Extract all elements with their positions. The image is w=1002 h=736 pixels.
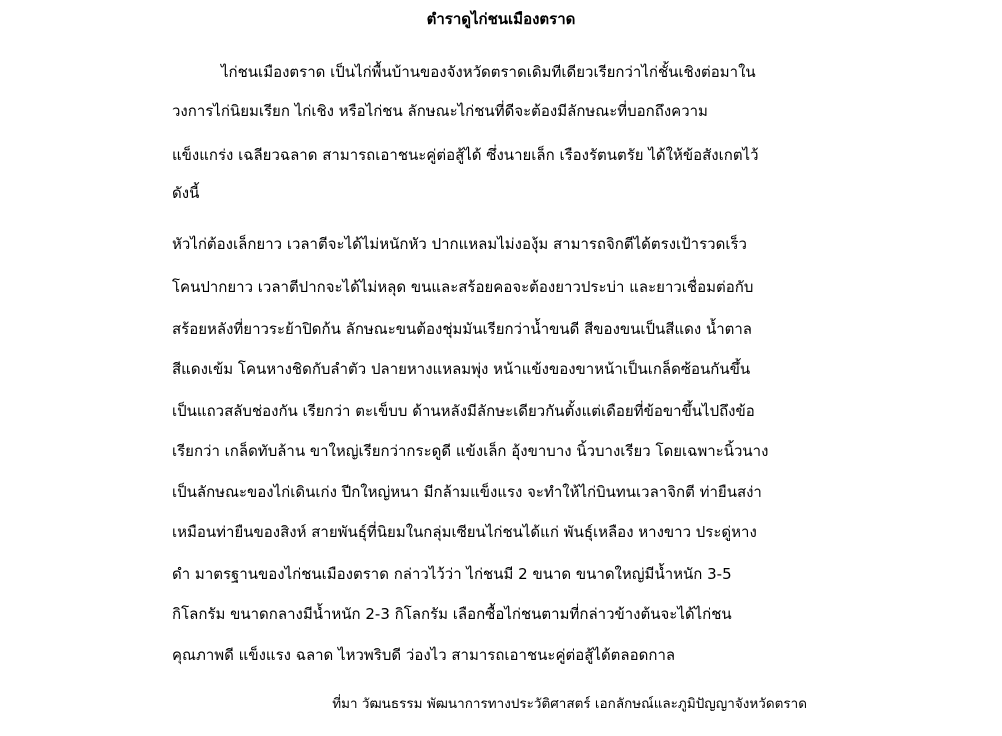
paragraph-line: คุณภาพดี แข็งแรง ฉลาด ไหวพริบดี ว่องไว สามารถเอาชนะคู่ต่อสู้ได้ตลอดกาล bbox=[172, 646, 676, 664]
paragraph-line: หัวไก่ต้องเล็กยาว เวลาตีจะได้ไม่หนักหัว ปากแหลมไม่งองุ้ม สามารถจิกตีได้ตรงเป้ารวดเร็ว bbox=[172, 235, 747, 253]
paragraph-line: เรียกว่า เกล็ดทับล้าน ขาใหญ่เรียกว่ากระดูดี แข้งเล็ก อุ้งขาบาง นิ้วบางเรียว โดยเฉพาะนิ้วนาง bbox=[172, 442, 769, 460]
source-citation: ที่มา วัฒนธรรม พัฒนาการทางประวัติศาสตร์ เอกลักษณ์และภูมิปัญญาจังหวัดตราด bbox=[332, 696, 807, 712]
paragraph-line: แข็งแกร่ง เฉลียวฉลาด สามารถเอาชนะคู่ต่อสู้ได้ ซึ่งนายเล็ก เรืองรัตนตรัย ได้ให้ข้อสังเกตไว้ bbox=[172, 146, 759, 164]
paragraph-line: โคนปากยาว เวลาตีปากจะได้ไม่หลุด ขนและสร้อยคอจะต้องยาวประบ่า และยาวเชื่อมต่อกับ bbox=[172, 278, 754, 296]
document-title: ตำราดูไก่ชนเมืองตราด bbox=[426, 10, 576, 28]
paragraph-line: ดังนี้ bbox=[172, 184, 200, 202]
paragraph-line: สร้อยหลังที่ยาวระย้าปิดก้น ลักษณะขนต้องชุ่มมันเรียกว่าน้ำขนดี สีของขนเป็นสีแดง น้ำตาล bbox=[172, 320, 752, 338]
paragraph-line: เป็นลักษณะของไก่เดินเก่ง ปีกใหญ่หนา มีกล้ามแข็งแรง จะทำให้ไก่บินทนเวลาจิกตี ท่ายืนสง่า bbox=[172, 483, 762, 501]
paragraph-line: เหมือนท่ายืนของสิงห์ สายพันธุ์ที่นิยมในกลุ่มเซียนไก่ชนได้แก่ พันธุ์เหลือง หางขาว ประดู่หาง bbox=[172, 523, 757, 541]
paragraph-line: กิโลกรัม ขนาดกลางมีน้ำหนัก 2-3 กิโลกรัม เลือกซื้อไก่ชนตามที่กล่าวข้างต้นจะได้ไก่ชน bbox=[172, 605, 732, 623]
paragraph-line: ไก่ชนเมืองตราด เป็นไก่พื้นบ้านของจังหวัดตราดเดิมทีเดียวเรียกว่าไก่ชั้นเชิงต่อมาใน bbox=[221, 63, 756, 81]
paragraph-line: ดำ มาตรฐานของไก่ชนเมืองตราด กล่าวไว้ว่า ไก่ชนมี 2 ขนาด ขนาดใหญ่มีน้ำหนัก 3-5 bbox=[172, 565, 732, 583]
paragraph-line: วงการไก่นิยมเรียก ไก่เชิง หรือไก่ชน ลักษณะไก่ชนที่ดีจะต้องมีลักษณะที่บอกถึงความ bbox=[172, 102, 708, 120]
paragraph-line: เป็นแถวสลับช่องกัน เรียกว่า ตะเข็บบ ด้านหลังมีลักษะเดียวกันตั้งแต่เดือยที่ข้อขาขึ้นไปถึงข้อ bbox=[172, 402, 755, 420]
paragraph-line: สีแดงเข้ม โคนหางชิดกับลำตัว ปลายหางแหลมพุ่ง หน้าแข้งของขาหน้าเป็นเกล็ดซ้อนกันขึ้น bbox=[172, 360, 751, 378]
